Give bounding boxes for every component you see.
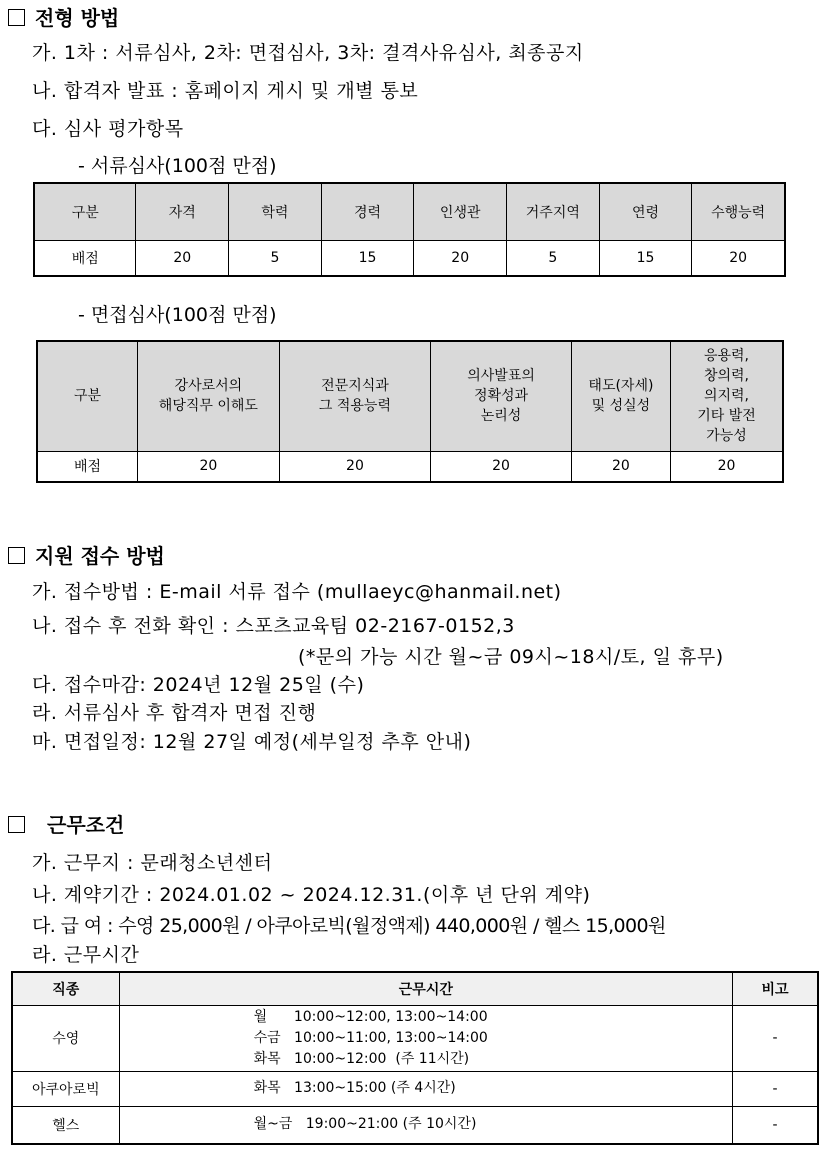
table-cell: 20	[138, 451, 280, 482]
schedule-line: 수금 10:00~11:00, 13:00~14:00	[253, 1029, 488, 1046]
document-review-table	[33, 182, 786, 277]
salary: 다. 급 여 : 수영 25,000원 / 아쿠아로빅(월정액제) 440,000원 / 헬스 15,000원	[32, 915, 666, 937]
schedule-cell	[119, 1005, 732, 1071]
table-cell: 20	[414, 240, 507, 276]
job-cell: 아쿠아로빅	[12, 1071, 119, 1106]
section-title-application: 지원 접수 방법	[8, 540, 165, 569]
table-cell: 20	[136, 240, 229, 276]
table-header-cell: 구분	[34, 183, 136, 240]
table-cell: 15	[321, 240, 414, 276]
interview-schedule: 마. 면접일정: 12월 27일 예정(세부일정 추후 안내)	[32, 731, 472, 753]
schedule-cell	[119, 1106, 732, 1144]
note-cell: -	[733, 1005, 818, 1071]
work-hours-heading: 라. 근무시간	[32, 944, 140, 966]
workplace: 가. 근무지 : 문래청소년센터	[32, 852, 273, 874]
section-title-selection: 전형 방법	[8, 2, 119, 31]
table-cell: 20	[571, 451, 670, 482]
checkbox-square-icon	[8, 816, 25, 833]
table-header-cell: 인생관	[414, 183, 507, 240]
table-header-cell: 강사로서의 해당직무 이해도	[138, 341, 280, 451]
table-cell: 20	[671, 451, 784, 482]
table-cell: 5	[507, 240, 600, 276]
section-title-work-conditions: 근무조건	[8, 809, 124, 838]
table-row	[12, 1005, 818, 1071]
schedule-line: 월 10:00~12:00, 13:00~14:00	[253, 1008, 488, 1025]
table-header-cell: 태도(자세) 및 성실성	[571, 341, 670, 451]
work-hours-table	[11, 971, 819, 1145]
table-cell: 배점	[34, 240, 136, 276]
table-header-cell: 거주지역	[507, 183, 600, 240]
selection-stages: 가. 1차 : 서류심사, 2차: 면접심사, 3차: 결격사유심사, 최종공지	[32, 42, 584, 64]
table-header-cell: 응용력, 창의력, 의지력, 기타 발전 가능성	[671, 341, 784, 451]
table-header-cell: 직종	[12, 972, 119, 1005]
schedule-line: 화목 13:00~15:00 (주 4시간)	[253, 1080, 456, 1096]
checkbox-square-icon	[8, 9, 25, 26]
evaluation-items-heading: 다. 심사 평가항목	[32, 118, 184, 140]
phone-confirmation: 나. 접수 후 전화 확인 : 스포츠교육팀 02-2167-0152,3	[32, 615, 515, 637]
table-header-cell: 근무시간	[119, 972, 732, 1005]
job-cell: 헬스	[12, 1106, 119, 1144]
table-header-cell: 구분	[37, 341, 138, 451]
table-header-cell: 수행능력	[692, 183, 785, 240]
table-header-cell: 경력	[321, 183, 414, 240]
table-cell: 5	[229, 240, 322, 276]
table-row	[12, 1106, 818, 1144]
interview-review-title: - 면접심사(100점 만점)	[78, 304, 277, 326]
table-cell: 배점	[37, 451, 138, 482]
interview-review-table	[36, 340, 784, 483]
table-header-cell: 학력	[229, 183, 322, 240]
application-deadline: 다. 접수마감: 2024년 12월 25일 (수)	[32, 674, 365, 696]
schedule-cell	[119, 1071, 732, 1106]
schedule-line: 화목 10:00~12:00 (주 11시간)	[253, 1050, 470, 1067]
schedule-line: 월~금 19:00~21:00 (주 10시간)	[253, 1116, 477, 1133]
note-cell: -	[733, 1106, 818, 1144]
table-cell: 15	[599, 240, 692, 276]
table-header-cell: 연령	[599, 183, 692, 240]
job-cell: 수영	[12, 1005, 119, 1071]
note-cell: -	[733, 1071, 818, 1106]
result-announcement: 나. 합격자 발표 : 홈페이지 게시 및 개별 통보	[32, 80, 419, 102]
table-cell: 20	[692, 240, 785, 276]
document-review-title: - 서류심사(100점 만점)	[78, 155, 277, 177]
table-cell: 20	[279, 451, 431, 482]
interview-after-review: 라. 서류심사 후 합격자 면접 진행	[32, 702, 317, 724]
inquiry-hours-note: (*문의 가능 시간 월~금 09시~18시/토, 일 휴무)	[298, 646, 724, 668]
table-header-cell: 전문지식과 그 적용능력	[279, 341, 431, 451]
table-header-cell: 비고	[733, 972, 818, 1005]
application-method: 가. 접수방법 : E-mail 서류 접수 (mullaeyc@hanmail.net)	[32, 581, 562, 603]
checkbox-square-icon	[8, 547, 25, 564]
table-row	[12, 1071, 818, 1106]
contract-period: 나. 계약기간 : 2024.01.02 ~ 2024.12.31.(이후 년 단위 계약)	[32, 884, 591, 906]
table-header-cell: 의사발표의 정확성과 논리성	[431, 341, 572, 451]
table-cell: 20	[431, 451, 572, 482]
table-header-cell: 자격	[136, 183, 229, 240]
